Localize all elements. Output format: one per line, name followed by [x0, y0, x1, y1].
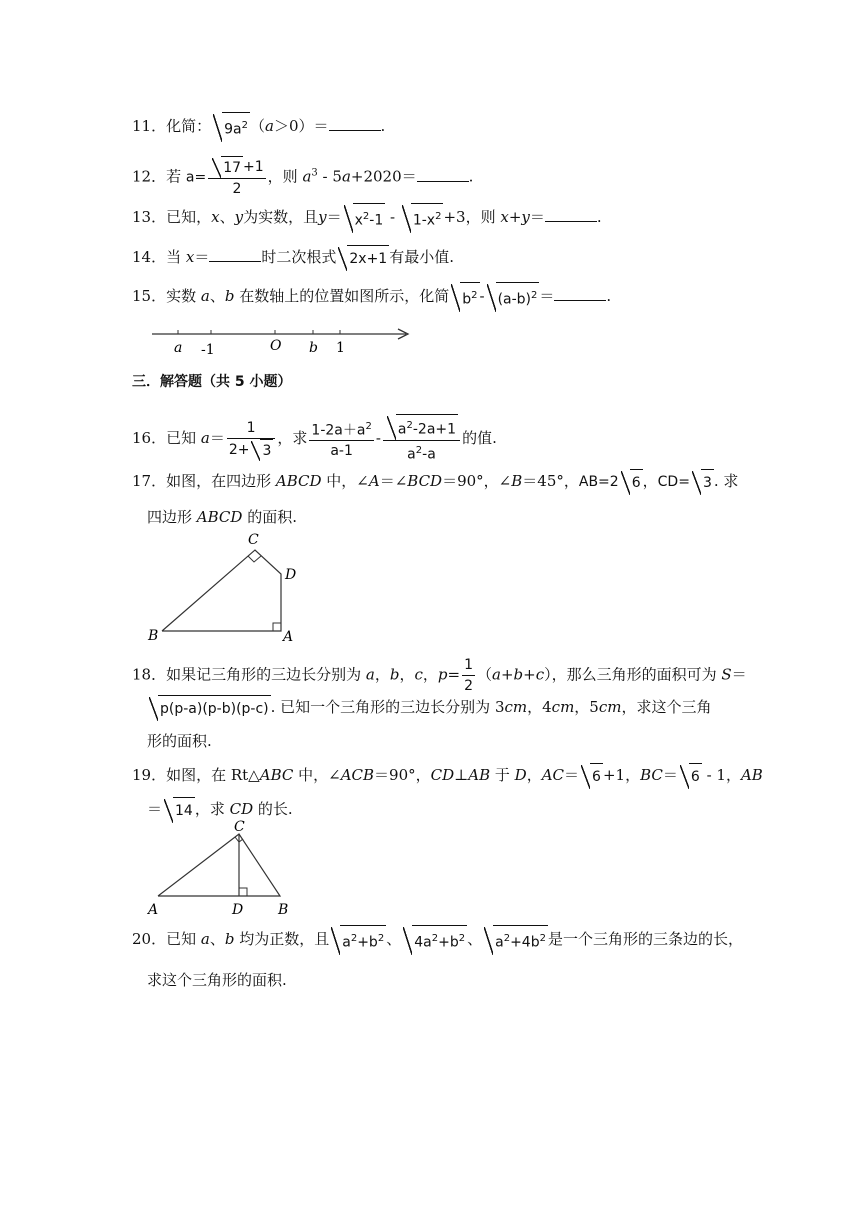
- question-17-line-2: 四边形 ABCD 的面积.: [147, 508, 297, 526]
- vertex-d: D: [285, 567, 297, 583]
- question-14: 14．当 x＝ 时二次根式 2x+1 有最小值.: [132, 245, 454, 271]
- vertex-b: B: [278, 902, 289, 918]
- label-minus-one: -1: [201, 342, 215, 358]
- label-a: a: [174, 340, 183, 356]
- question-19: 19．如图，在 Rt△ABC 中，∠ACB＝90°，CD⊥AB 于 D，AC＝ 6 +1，BC＝ 6 - 1，AB: [132, 763, 763, 789]
- right-angle-mark-c: [248, 556, 261, 562]
- vertex-c: C: [248, 532, 259, 548]
- answer-blank: [545, 207, 597, 222]
- answer-blank: [329, 116, 381, 131]
- vertex-a: A: [283, 629, 294, 645]
- right-angle-mark-d: [239, 888, 247, 896]
- question-13: 13．已知，x、y为实数，且$y= x^2-1 - 1-x^2 +3$，则 x+y＝ .: [132, 203, 602, 233]
- answer-blank: [417, 167, 469, 182]
- vertex-c: C: [234, 820, 245, 835]
- question-15: 15．实数 a、b 在数轴上的位置如图所示，化简 $b^2 - (a-b)^2$ ＝ .: [132, 282, 611, 312]
- question-19-line-2: ＝ 14 ，求 CD 的长.: [147, 797, 293, 823]
- question-12: 12．若 a= $\frac{17 +1}{2}$ ，则 $a^3 - 5a+2020=$ .: [132, 156, 473, 199]
- quadrilateral-figure: [144, 530, 304, 645]
- question-17: 17．如图，在四边形 ABCD 中，∠A＝∠BCD＝90°，∠B＝45°，AB=2 6 ，CD= 3 . 求: [132, 469, 738, 495]
- label-one: 1: [336, 340, 345, 356]
- triangle-abc: [158, 834, 280, 896]
- label-origin: O: [270, 338, 282, 354]
- question-20: 20．已知 a、b 均为正数，且 $a^2+b^2$ 、 $4a^2+b^2$ 、 $a^2+4b^2$ 是一个三角形的三条边的长，: [132, 925, 743, 955]
- question-18-line-3: 形的面积.: [147, 732, 212, 750]
- question-18-line-2: p(p-a)(p-b)(p-c) . 已知一个三角形的三边长分别为 3cm，4cm，5cm，求这个三角: [147, 695, 711, 721]
- quadrilateral-abcd: [162, 550, 281, 631]
- answer-blank: [209, 247, 261, 262]
- vertex-a: A: [148, 902, 159, 918]
- question-16: 16．已知 a＝ $\frac{1}{2+ 3}$ ，求 $\frac{1-2a+a^2}{a-1}$ - $\frac{a^2-2a+1}{a^2-a}$ 的值.: [132, 414, 497, 464]
- vertex-d: D: [232, 902, 244, 918]
- section-heading: 三．解答题（共 5 小题）: [132, 374, 292, 390]
- right-triangle-figure: [144, 820, 296, 920]
- answer-blank: [554, 286, 606, 301]
- number-line-figure: [140, 318, 420, 360]
- right-angle-mark-a: [273, 623, 281, 631]
- vertex-b: B: [148, 628, 159, 644]
- question-11: 11．化简： $9a^2$ （a＞0）＝ .: [132, 112, 385, 142]
- question-18: 18．如果记三角形的三边长分别为 a，b，c，p= $\frac{1}{2}$ （a+b+c），那么三角形的面积可为 S＝: [132, 657, 747, 694]
- label-b: b: [309, 340, 318, 356]
- question-20-line-2: 求这个三角形的面积.: [147, 971, 287, 989]
- fraction: $\frac{17 +1}{2}$: [208, 156, 265, 199]
